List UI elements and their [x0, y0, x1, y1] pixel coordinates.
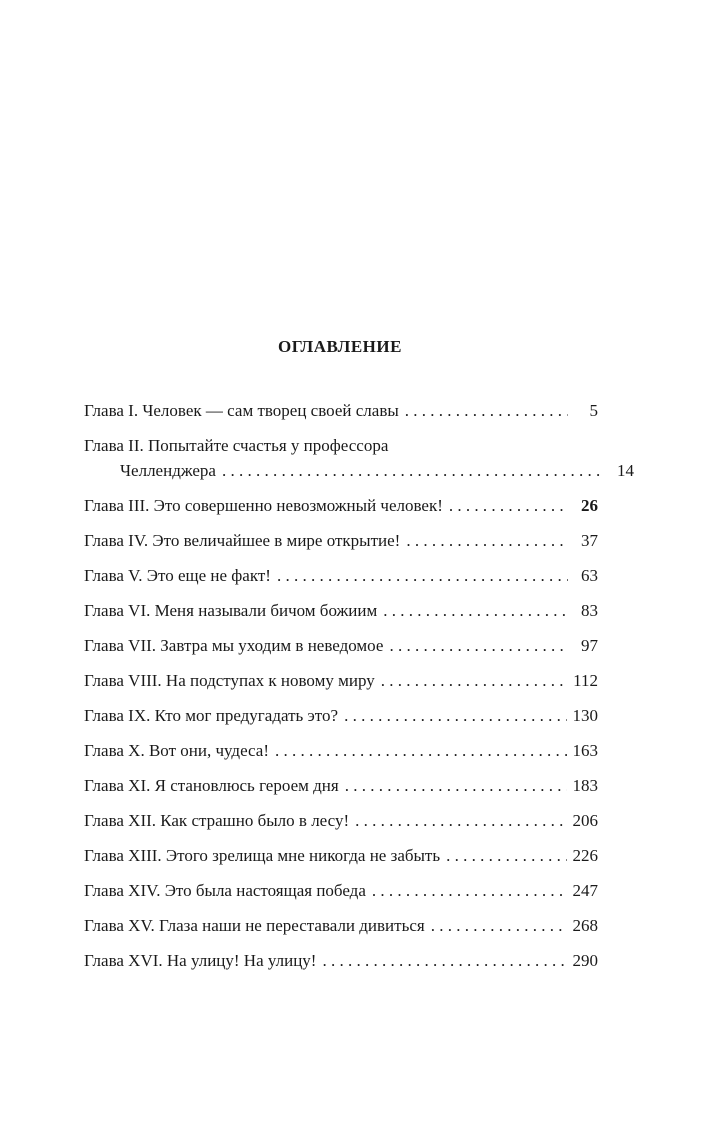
toc-entry-page: 83 [581, 601, 598, 620]
toc-entry-page: 5 [589, 401, 598, 420]
toc-entry [84, 493, 598, 518]
dot-leader [383, 598, 568, 623]
toc-entry-label: Глава VIII. На подступах к новому миру [84, 671, 375, 690]
toc-entry-label: Глава XII. Как страшно было в лесу! [84, 811, 350, 830]
toc-entry-page: 112 [573, 671, 598, 690]
toc-entry-label: Глава III. Это совершенно невозможный человек! [84, 496, 443, 515]
toc-entry-label: Глава XVI. На улицу! На улицу! [84, 951, 317, 970]
toc-entry-page: 206 [572, 811, 598, 830]
toc-entry [84, 433, 634, 483]
toc-entry [84, 633, 598, 658]
toc-entry-label: Челленджера [120, 461, 216, 480]
dot-leader [446, 843, 566, 868]
toc-entry [84, 808, 598, 833]
toc-entry-label: Глава VI. Меня называли бичом божиим [84, 601, 378, 620]
toc-entry-label: Глава X. Вот они, чудеса! [84, 741, 269, 760]
dot-leader [405, 398, 568, 423]
dot-leader [381, 668, 567, 693]
toc-entry-page: 268 [572, 916, 598, 935]
dot-leader [345, 773, 567, 798]
toc-entry [84, 563, 598, 588]
toc-entry-label: Глава I. Человек — сам творец своей славы [84, 401, 399, 420]
toc-entry-label: Глава XIV. Это была настоящая победа [84, 881, 366, 900]
toc-entry-page: 26 [581, 496, 598, 515]
toc-entry-page: 130 [572, 706, 598, 725]
dot-leader [275, 738, 567, 763]
toc-entry [84, 598, 598, 623]
toc-entry-page: 163 [572, 741, 598, 760]
toc-entry [84, 843, 598, 868]
toc-entry-label: Глава VII. Завтра мы уходим в неведомое [84, 636, 384, 655]
dot-leader [449, 493, 568, 518]
dot-leader [322, 948, 566, 973]
dot-leader [222, 458, 604, 483]
toc-entry-label: Глава XIII. Этого зрелища мне никогда не забыть [84, 846, 441, 865]
toc-entry-page: 37 [581, 531, 598, 550]
toc-entry-label-line1: Глава II. Попытайте счастья у профессора [84, 436, 389, 455]
toc-entry-page: 14 [617, 461, 634, 480]
toc-entry [84, 773, 598, 798]
dot-leader [431, 913, 567, 938]
toc-title: ОГЛАВЛЕНИЕ [278, 337, 402, 356]
toc-entry-label: Глава IX. Кто мог предугадать это? [84, 706, 339, 725]
toc-entry [84, 738, 598, 763]
dot-leader [277, 563, 568, 588]
toc-entry-page: 97 [581, 636, 598, 655]
toc-entry [84, 913, 598, 938]
toc-entry-label: Глава XI. Я становлюсь героем дня [84, 776, 339, 795]
toc-entry [84, 528, 598, 553]
table-of-contents [84, 398, 634, 983]
toc-entry [84, 948, 598, 973]
dot-leader [355, 808, 566, 833]
toc-entry [84, 398, 598, 423]
dot-leader [344, 703, 566, 728]
toc-entry [84, 878, 598, 903]
toc-entry [84, 703, 598, 728]
dot-leader [406, 528, 568, 553]
toc-entry-label: Глава V. Это еще не факт! [84, 566, 271, 585]
toc-entry-page: 247 [572, 881, 598, 900]
toc-entry-label: Глава IV. Это величайшее в мире открытие! [84, 531, 401, 550]
dot-leader [389, 633, 568, 658]
toc-entry-label: Глава XV. Глаза наши не переставали дивиться [84, 916, 425, 935]
toc-entry-page: 183 [572, 776, 598, 795]
toc-entry-page: 63 [581, 566, 598, 585]
dot-leader [372, 878, 567, 903]
toc-entry-page: 226 [572, 846, 598, 865]
toc-entry-page: 290 [572, 951, 598, 970]
toc-entry [84, 668, 598, 693]
